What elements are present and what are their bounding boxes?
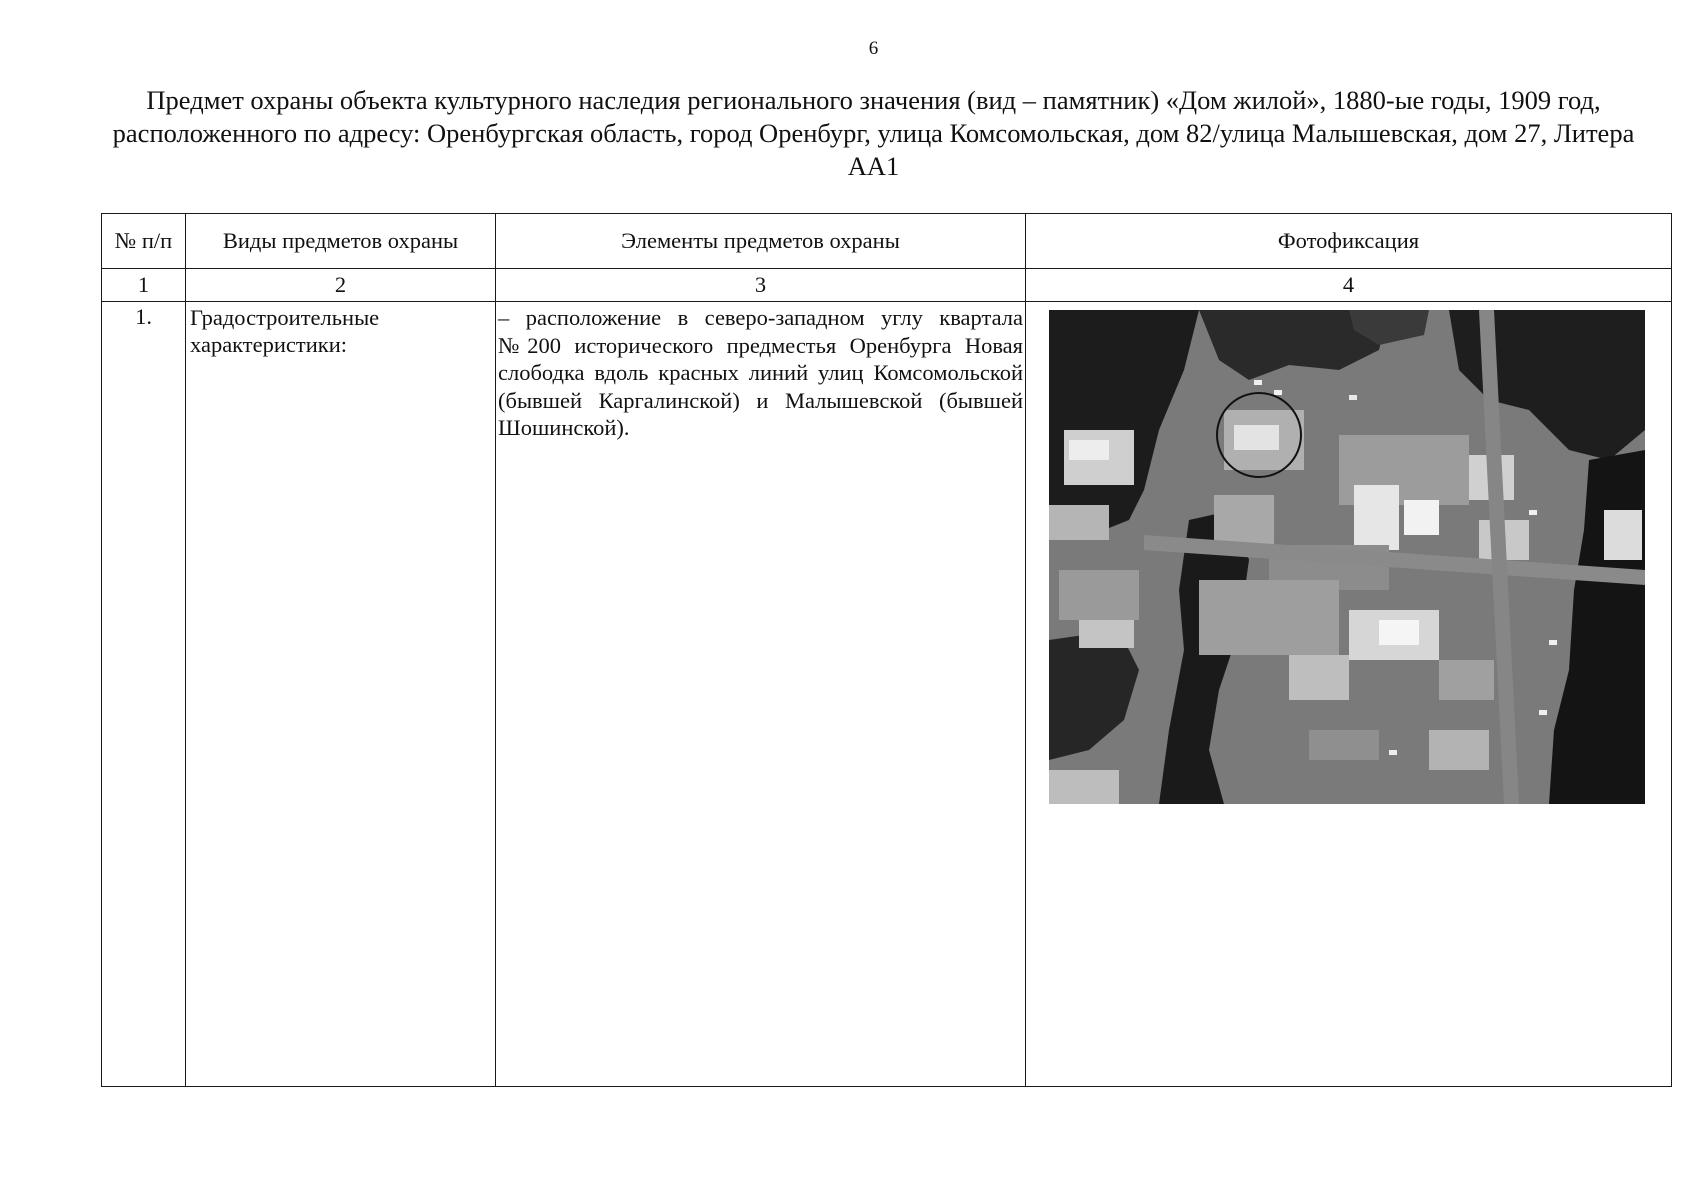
column-number-2: 2 (186, 269, 496, 302)
header-number: № п/п (102, 214, 186, 269)
column-number-3: 3 (496, 269, 1026, 302)
header-kind: Виды предметов охраны (186, 214, 496, 269)
aerial-photo (1049, 310, 1645, 804)
row-photo-cell (1026, 302, 1672, 1087)
column-number-4: 4 (1026, 269, 1672, 302)
page-number: 6 (868, 38, 879, 59)
header-photo: Фотофиксация (1026, 214, 1672, 269)
protection-table (101, 213, 1672, 1087)
row-number: 1. (102, 302, 186, 1087)
table-row (102, 302, 1672, 1087)
row-elements: – расположение в северо-западном углу квартала №200 исторического предместья Оренбурга Новая слободка вдоль красных линий улиц Комсомольской (бывшей Каргалинской) и Малышевской (бывшей Шошинской). (496, 302, 1026, 1087)
header-elements: Элементы предметов охраны (496, 214, 1026, 269)
document-title: Предмет охраны объекта культурного наследия регионального значения (вид – памятник) «Дом жилой», 1880-ые годы, 1909 год, расположенного по адресу: Оренбургская область, город Оренбург, улица Комсомольская, дом 82/улица Малышевская, дом 27, Литера АА1 (112, 85, 1635, 181)
table-header-row (102, 214, 1672, 269)
row-kind: Градостроительные характеристики: (186, 302, 496, 1087)
column-number-row (102, 269, 1672, 302)
column-number-1: 1 (102, 269, 186, 302)
